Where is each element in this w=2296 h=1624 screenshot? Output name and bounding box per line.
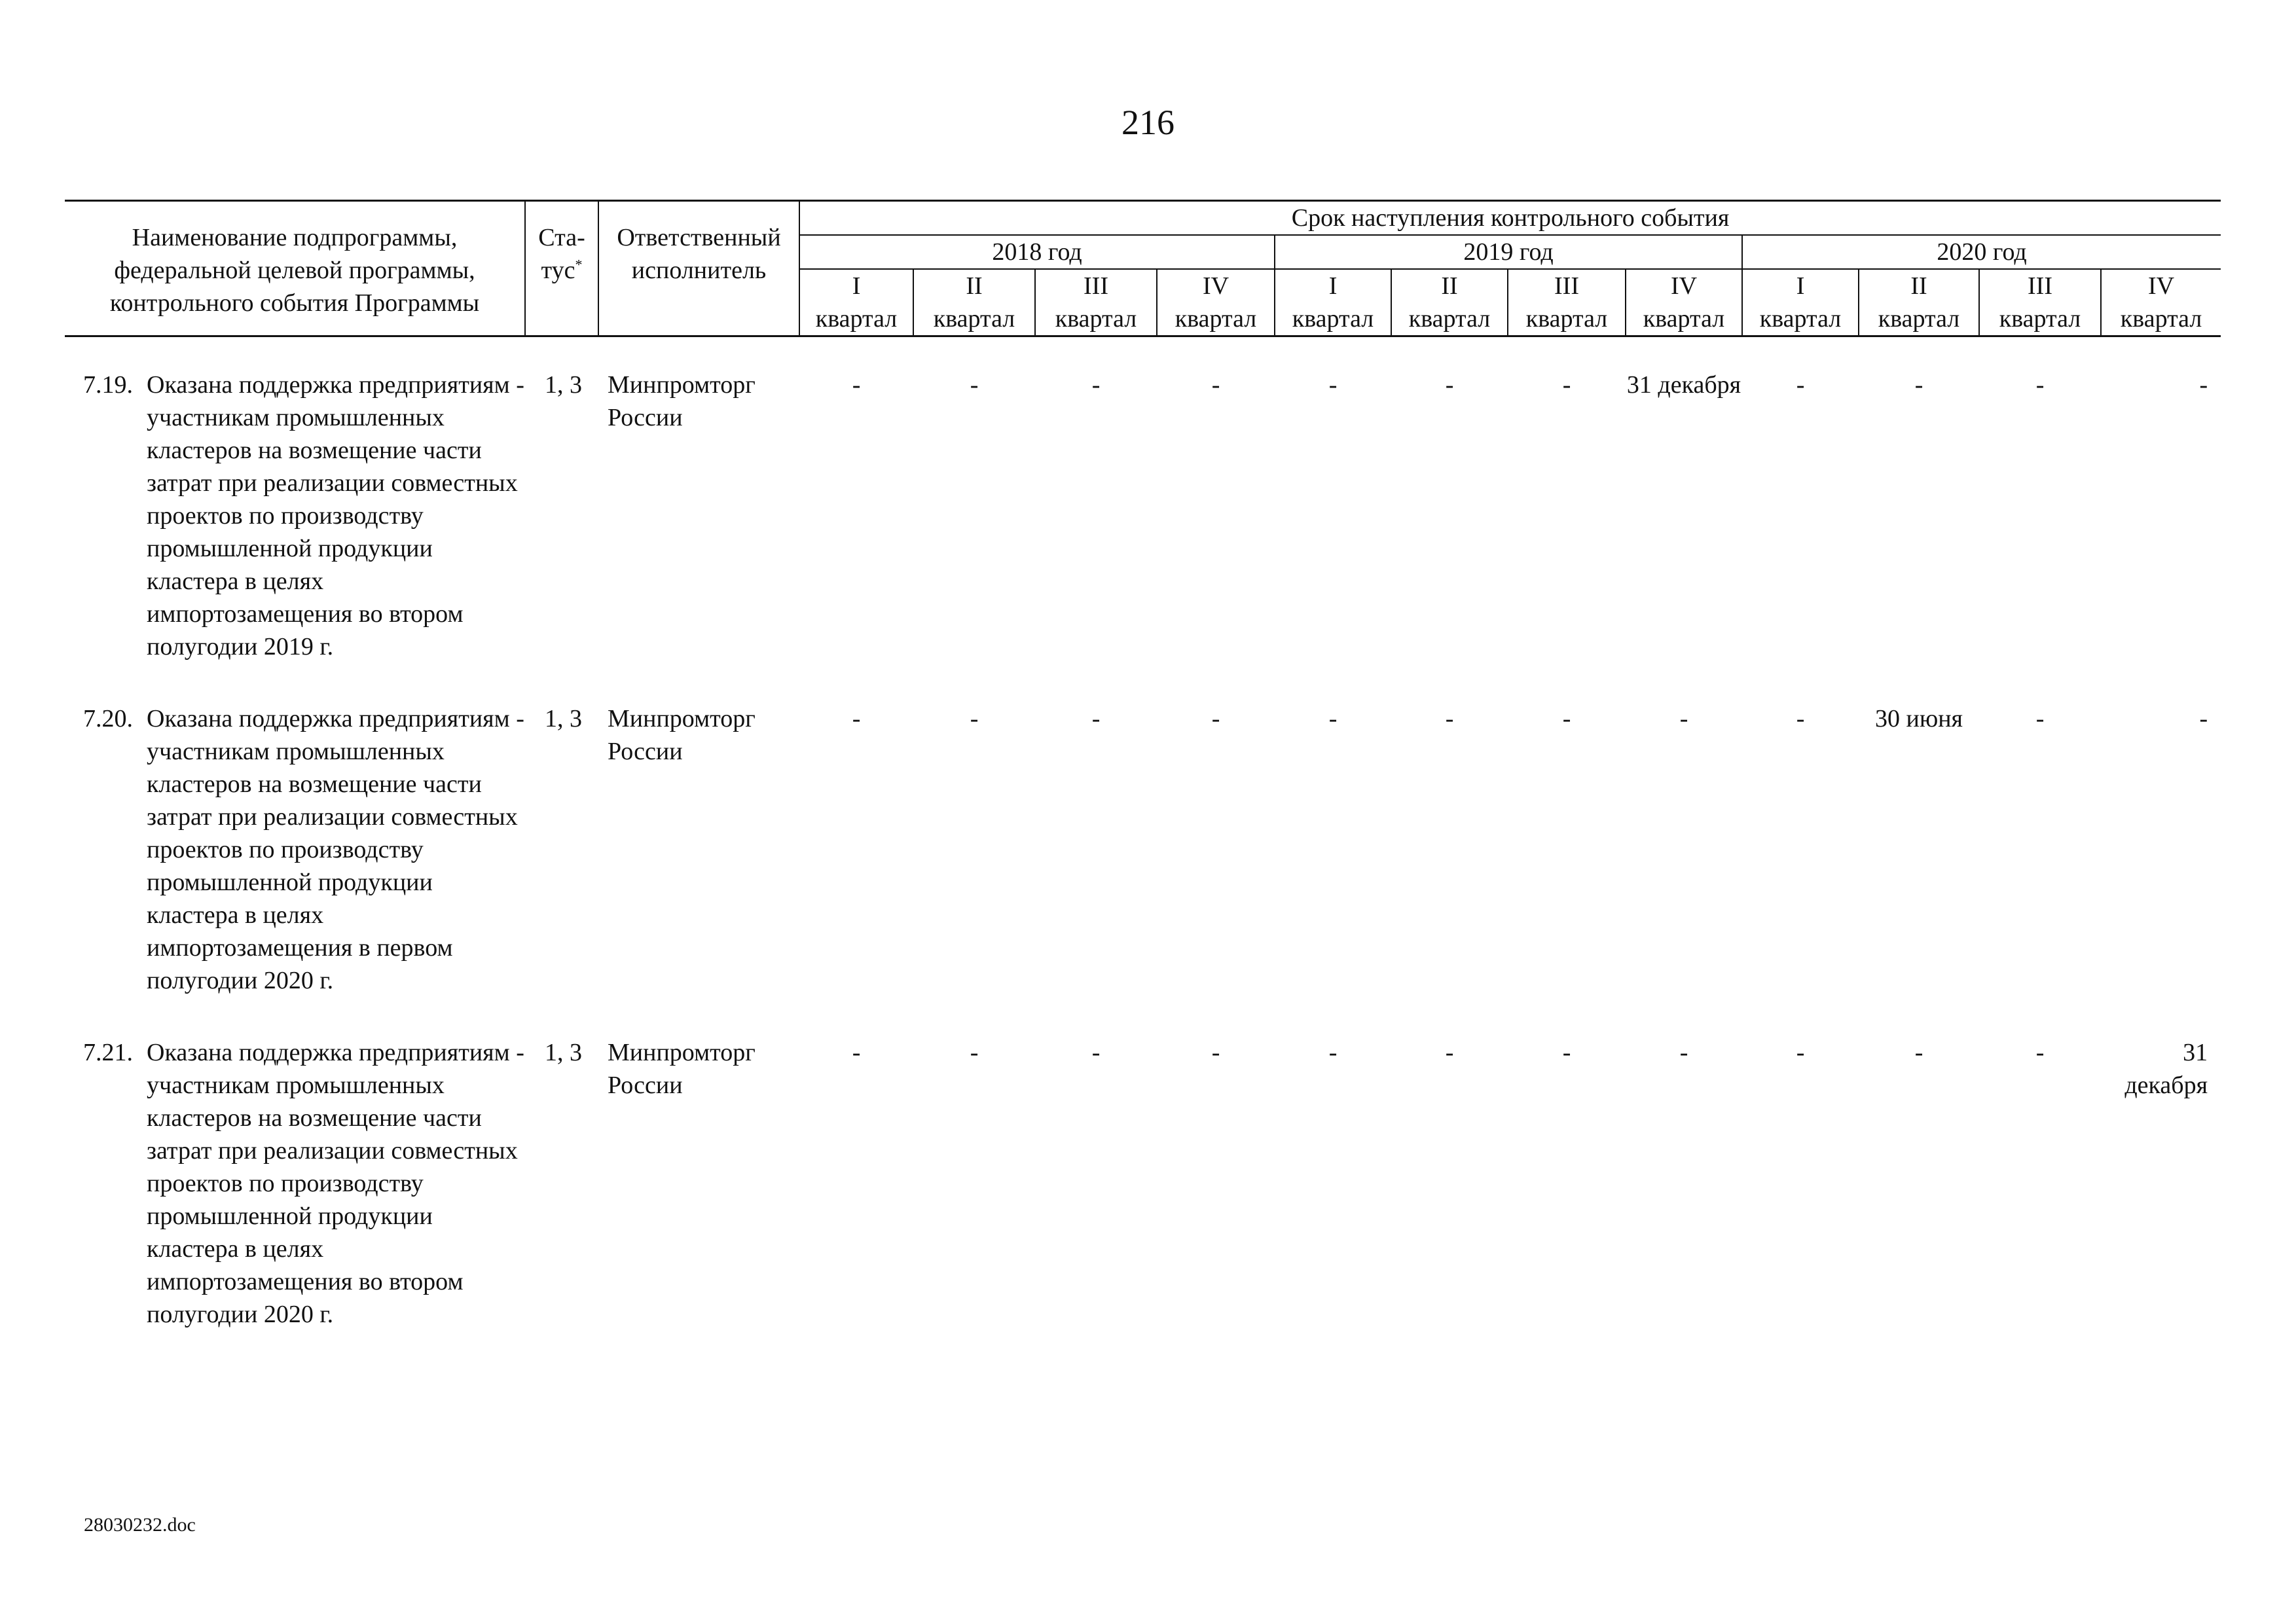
row-executor: Минпромторг России [608, 705, 756, 765]
row-quarter-cell: - [1796, 705, 1805, 732]
row-quarter-cell: - [1562, 705, 1571, 732]
row-quarter-cell: - [1211, 705, 1220, 732]
row-quarter-cell: - [1914, 1039, 1923, 1066]
header-quarter-word: квартал [1742, 302, 1859, 336]
row-event-name: Оказана поддержка предприятиям - участникам промышленных кластеров на возмещение части затрат при реализации совместных проектов по производству промышленной продукции кластера в целях импортозамещения во втором полугодии 2020 г. [147, 1039, 524, 1328]
row-event-name: Оказана поддержка предприятиям - участникам промышленных кластеров на возмещение части затрат при реализации совместных проектов по производству промышленной продукции кластера в целях импортозамещения в первом полугодии 2020 г. [147, 705, 524, 994]
row-quarter-cell: - [1091, 705, 1101, 732]
row-quarter-cell: - [1211, 371, 1220, 399]
row-quarter-cell: - [970, 705, 979, 732]
header-quarter-numeral: II [1859, 269, 1979, 302]
row-status: 1, 3 [545, 705, 583, 732]
row-quarter-cell: - [2035, 371, 2045, 399]
header-quarter-word: квартал [1979, 302, 2101, 336]
row-executor: Минпромторг России [608, 1039, 756, 1099]
row-executor: Минпромторг России [608, 371, 756, 431]
header-quarter-word: квартал [1626, 302, 1742, 336]
header-quarter-word: квартал [2101, 302, 2221, 336]
header-quarter-numeral: I [799, 269, 913, 302]
row-quarter-cell: - [1328, 371, 1338, 399]
header-quarter-word: квартал [1035, 302, 1157, 336]
row-quarter-cell: - [1679, 705, 1688, 732]
header-status-mark: * [575, 256, 583, 273]
row-quarter-cell: - [1328, 705, 1338, 732]
row-quarter-cell: - [1091, 1039, 1101, 1066]
row-number: 7.20. [83, 705, 133, 732]
header-executor-column: Ответственный исполнитель [598, 201, 799, 336]
row-event-name: Оказана поддержка предприятиям - участникам промышленных кластеров на возмещение части затрат при реализации совместных проектов по производству промышленной продукции кластера в целях импортозамещения во втором полугодии 2019 г. [147, 371, 524, 660]
header-quarter-numeral: IV [1626, 269, 1742, 302]
header-quarter-word: квартал [1391, 302, 1508, 336]
header-quarter-numeral: III [1508, 269, 1626, 302]
header-quarter-word: квартал [913, 302, 1035, 336]
row-quarter-cell: - [1091, 371, 1101, 399]
header-quarter-word: квартал [1508, 302, 1626, 336]
row-quarter-cell: - [852, 705, 861, 732]
header-quarter-numeral: IV [2101, 269, 2221, 302]
row-quarter-cell: 31 декабря [1626, 371, 1741, 399]
row-status: 1, 3 [545, 371, 583, 399]
row-quarter-cell: - [1796, 1039, 1805, 1066]
row-quarter-cell: - [2199, 371, 2208, 399]
row-quarter-cell: - [1562, 1039, 1571, 1066]
row-quarter-cell: - [1914, 371, 1923, 399]
table-row [65, 369, 2221, 663]
table-row [65, 702, 2221, 997]
document-file-id: 28030232.doc [84, 1514, 196, 1536]
row-quarter-cell: - [2035, 1039, 2045, 1066]
header-name-column: Наименование подпрограммы, федеральной целевой программы, контрольного события Программы [65, 201, 525, 336]
header-year-2020: 2020 год [1742, 235, 2221, 269]
row-quarter-cell: - [1445, 1039, 1454, 1066]
header-status-line2: тус [541, 257, 575, 284]
header-quarter-word: квартал [1157, 302, 1275, 336]
header-quarter-numeral: II [1391, 269, 1508, 302]
row-quarter-cell: - [2199, 705, 2208, 732]
row-quarter-cell: - [1445, 371, 1454, 399]
header-quarter-word: квартал [799, 302, 913, 336]
row-number: 7.21. [83, 1039, 133, 1066]
header-quarter-numeral: III [1035, 269, 1157, 302]
header-quarter-word: квартал [1859, 302, 1979, 336]
header-quarter-word: квартал [1275, 302, 1391, 336]
row-quarter-cell: - [1328, 1039, 1338, 1066]
row-quarter-cell: - [1211, 1039, 1220, 1066]
header-status-line1: Ста- [538, 224, 585, 251]
row-quarter-cell: - [1679, 1039, 1688, 1066]
row-quarter-cell: - [1445, 705, 1454, 732]
header-status-column [525, 201, 598, 336]
row-quarter-cell: - [1796, 371, 1805, 399]
table-body [65, 336, 2221, 1331]
row-quarter-cell: - [970, 1039, 979, 1066]
row-quarter-cell: - [852, 1039, 861, 1066]
header-quarter-numeral: I [1742, 269, 1859, 302]
header-quarter-numeral: II [913, 269, 1035, 302]
row-number: 7.19. [83, 371, 133, 399]
header-deadline-group: Срок наступления контрольного события [799, 201, 2221, 236]
table-row [65, 1036, 2221, 1331]
row-quarter-cell: - [852, 371, 861, 399]
header-quarter-numeral: I [1275, 269, 1391, 302]
row-quarter-cell: - [970, 371, 979, 399]
header-quarter-numeral: IV [1157, 269, 1275, 302]
table-header [65, 201, 2221, 336]
row-quarter-cell: 31 декабря [2124, 1039, 2208, 1099]
page-number: 216 [1121, 103, 1175, 142]
control-events-table [65, 200, 2221, 1331]
row-quarter-cell: - [1562, 371, 1571, 399]
row-quarter-cell: - [2035, 705, 2045, 732]
row-quarter-cell: 30 июня [1874, 705, 1963, 732]
row-status: 1, 3 [545, 1039, 583, 1066]
header-year-2019: 2019 год [1275, 235, 1742, 269]
header-year-2018: 2018 год [799, 235, 1275, 269]
header-quarter-numeral: III [1979, 269, 2101, 302]
